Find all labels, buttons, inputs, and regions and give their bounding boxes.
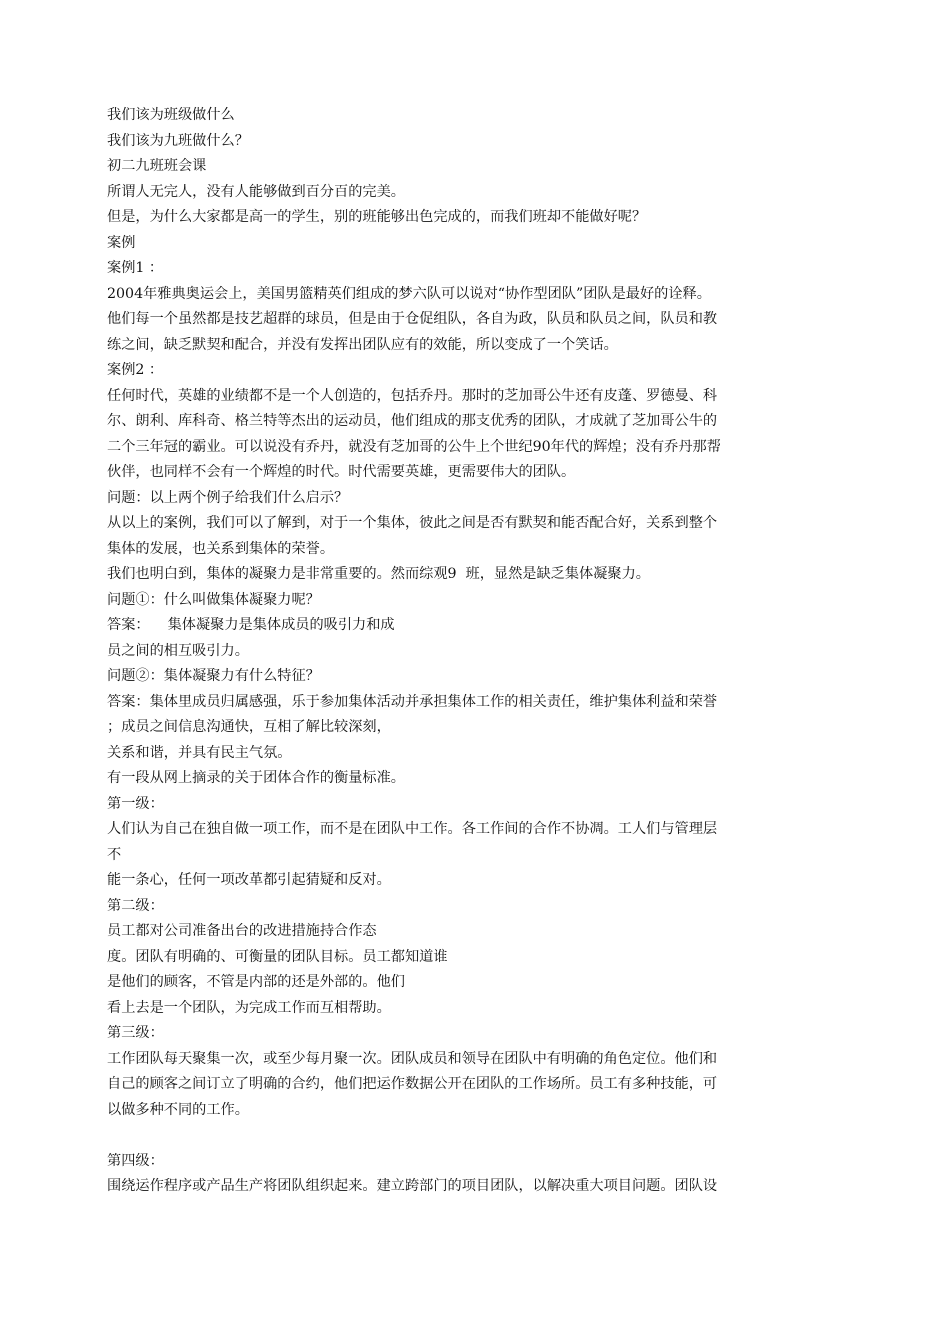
- doc-subtitle: 我们该为九班做什么？: [107, 132, 249, 149]
- level-1-heading: 第一级：: [107, 795, 164, 812]
- text-line: 尔、朗利、库科奇、格兰特等杰出的运动员，他们组成的那支优秀的团队，才成就了芝加哥公牛的: [107, 413, 718, 429]
- case-1-heading: 案例1 ：: [107, 260, 164, 276]
- text-line: 二个三年冠的霸业。可以说没有乔丹，就没有芝加哥的公牛上个世纪90年代的辉煌；没有乔丹那帮: [107, 438, 721, 455]
- text-line: 看上去是一个团队，为完成工作而互相帮助。: [107, 999, 391, 1016]
- text-line: 员之间的相互吸引力。: [107, 642, 249, 659]
- text-line: 员工都对公司准备出台的改进措施持合作态: [107, 923, 377, 939]
- text-line: 从以上的案例，我们可以了解到，对于一个集体，彼此之间是否有默契和能否配合好，关系到整个: [107, 515, 718, 531]
- text-line: 度。团队有明确的、可衡量的团队目标。员工都知道谁: [107, 948, 448, 965]
- text-line: 所谓人无完人，没有人能够做到百分百的完美。: [107, 183, 405, 200]
- text-line: 围绕运作程序或产品生产将团队组织起来。建立跨部门的项目团队，以解决重大项目问题。团队设: [107, 1178, 718, 1194]
- text-line: 练之间，缺乏默契和配合，并没有发挥出团队应有的效能，所以变成了一个笑话。: [107, 336, 618, 353]
- text-line: 有一段从网上摘录的关于团体合作的衡量标准。: [107, 770, 405, 786]
- doc-title: 我们该为班级做什么: [107, 107, 235, 123]
- question-1-line: 问题①：什么叫做集体凝聚力呢？: [107, 591, 320, 608]
- text-line: 伙伴，也同样不会有一个辉煌的时代。时代需要英雄，更需要伟大的团队。: [107, 464, 576, 480]
- text-line: 2004年雅典奥运会上，美国男篮精英们组成的梦六队可以说对“协作型团队”团队是最好的诠释。: [107, 285, 711, 302]
- case-2-heading: 案例2 ：: [107, 362, 164, 378]
- text-line: 任何时代，英雄的业绩都不是一个人创造的，包括乔丹。那时的芝加哥公牛还有皮蓬、罗德曼、科: [107, 387, 718, 404]
- text-line: 我们也明白到，集体的凝聚力是非常重要的。然而综观9 班，显然是缺乏集体凝聚力。: [107, 566, 650, 582]
- doc-class-heading: 初二九班班会课: [107, 158, 207, 174]
- text-line: 以做多种不同的工作。: [107, 1101, 249, 1118]
- text-line: 关系和谐，并具有民主气氛。: [107, 744, 292, 761]
- text-line: 他们每一个虽然都是技艺超群的球员，但是由于仓促组队，各自为政，队员和队员之间，队员和教: [107, 311, 718, 327]
- level-3-heading: 第三级：: [107, 1025, 164, 1041]
- level-2-heading: 第二级：: [107, 897, 164, 914]
- level-4-heading: 第四级：: [107, 1152, 164, 1169]
- text-line: 能一条心，任何一项改革都引起猜疑和反对。: [107, 872, 391, 888]
- text-line: 但是，为什么大家都是高一的学生，别的班能够出色完成的，而我们班却不能做好呢？: [107, 209, 647, 225]
- document-page: [107, 103, 852, 1200]
- question-2-line: 问题②：集体凝聚力有什么特征？: [107, 668, 320, 684]
- answer-line: 答案：集体里成员归属感强，乐于参加集体活动并承担集体工作的相关责任，维护集体利益和荣誉: [107, 693, 718, 710]
- text-line: 集体的发展，也关系到集体的荣誉。: [107, 540, 335, 557]
- question-line: 问题：以上两个例子给我们什么启示？: [107, 489, 349, 506]
- text-line: 工作团队每天聚集一次，或至少每月聚一次。团队成员和领导在团队中有明确的角色定位。他们和: [107, 1050, 718, 1067]
- blank-line: [107, 1123, 852, 1149]
- answer-line: 答案： 集体凝聚力是集体成员的吸引力和成: [107, 617, 395, 633]
- text-line: 人们认为自己在独自做一项工作，而不是在团队中工作。各工作间的合作不协凋。工人们与管理层: [107, 821, 718, 837]
- text-line: 自己的顾客之间订立了明确的合约，他们把运作数据公开在团队的工作场所。员工有多种技能，可: [107, 1076, 718, 1092]
- text-line: ；成员之间信息沟通快，互相了解比较深刻，: [107, 719, 391, 735]
- text-line: 不: [107, 846, 122, 863]
- text-line: 是他们的顾客，不管是内部的还是外部的。他们: [107, 974, 405, 990]
- section-heading-cases: 案例: [107, 234, 136, 251]
